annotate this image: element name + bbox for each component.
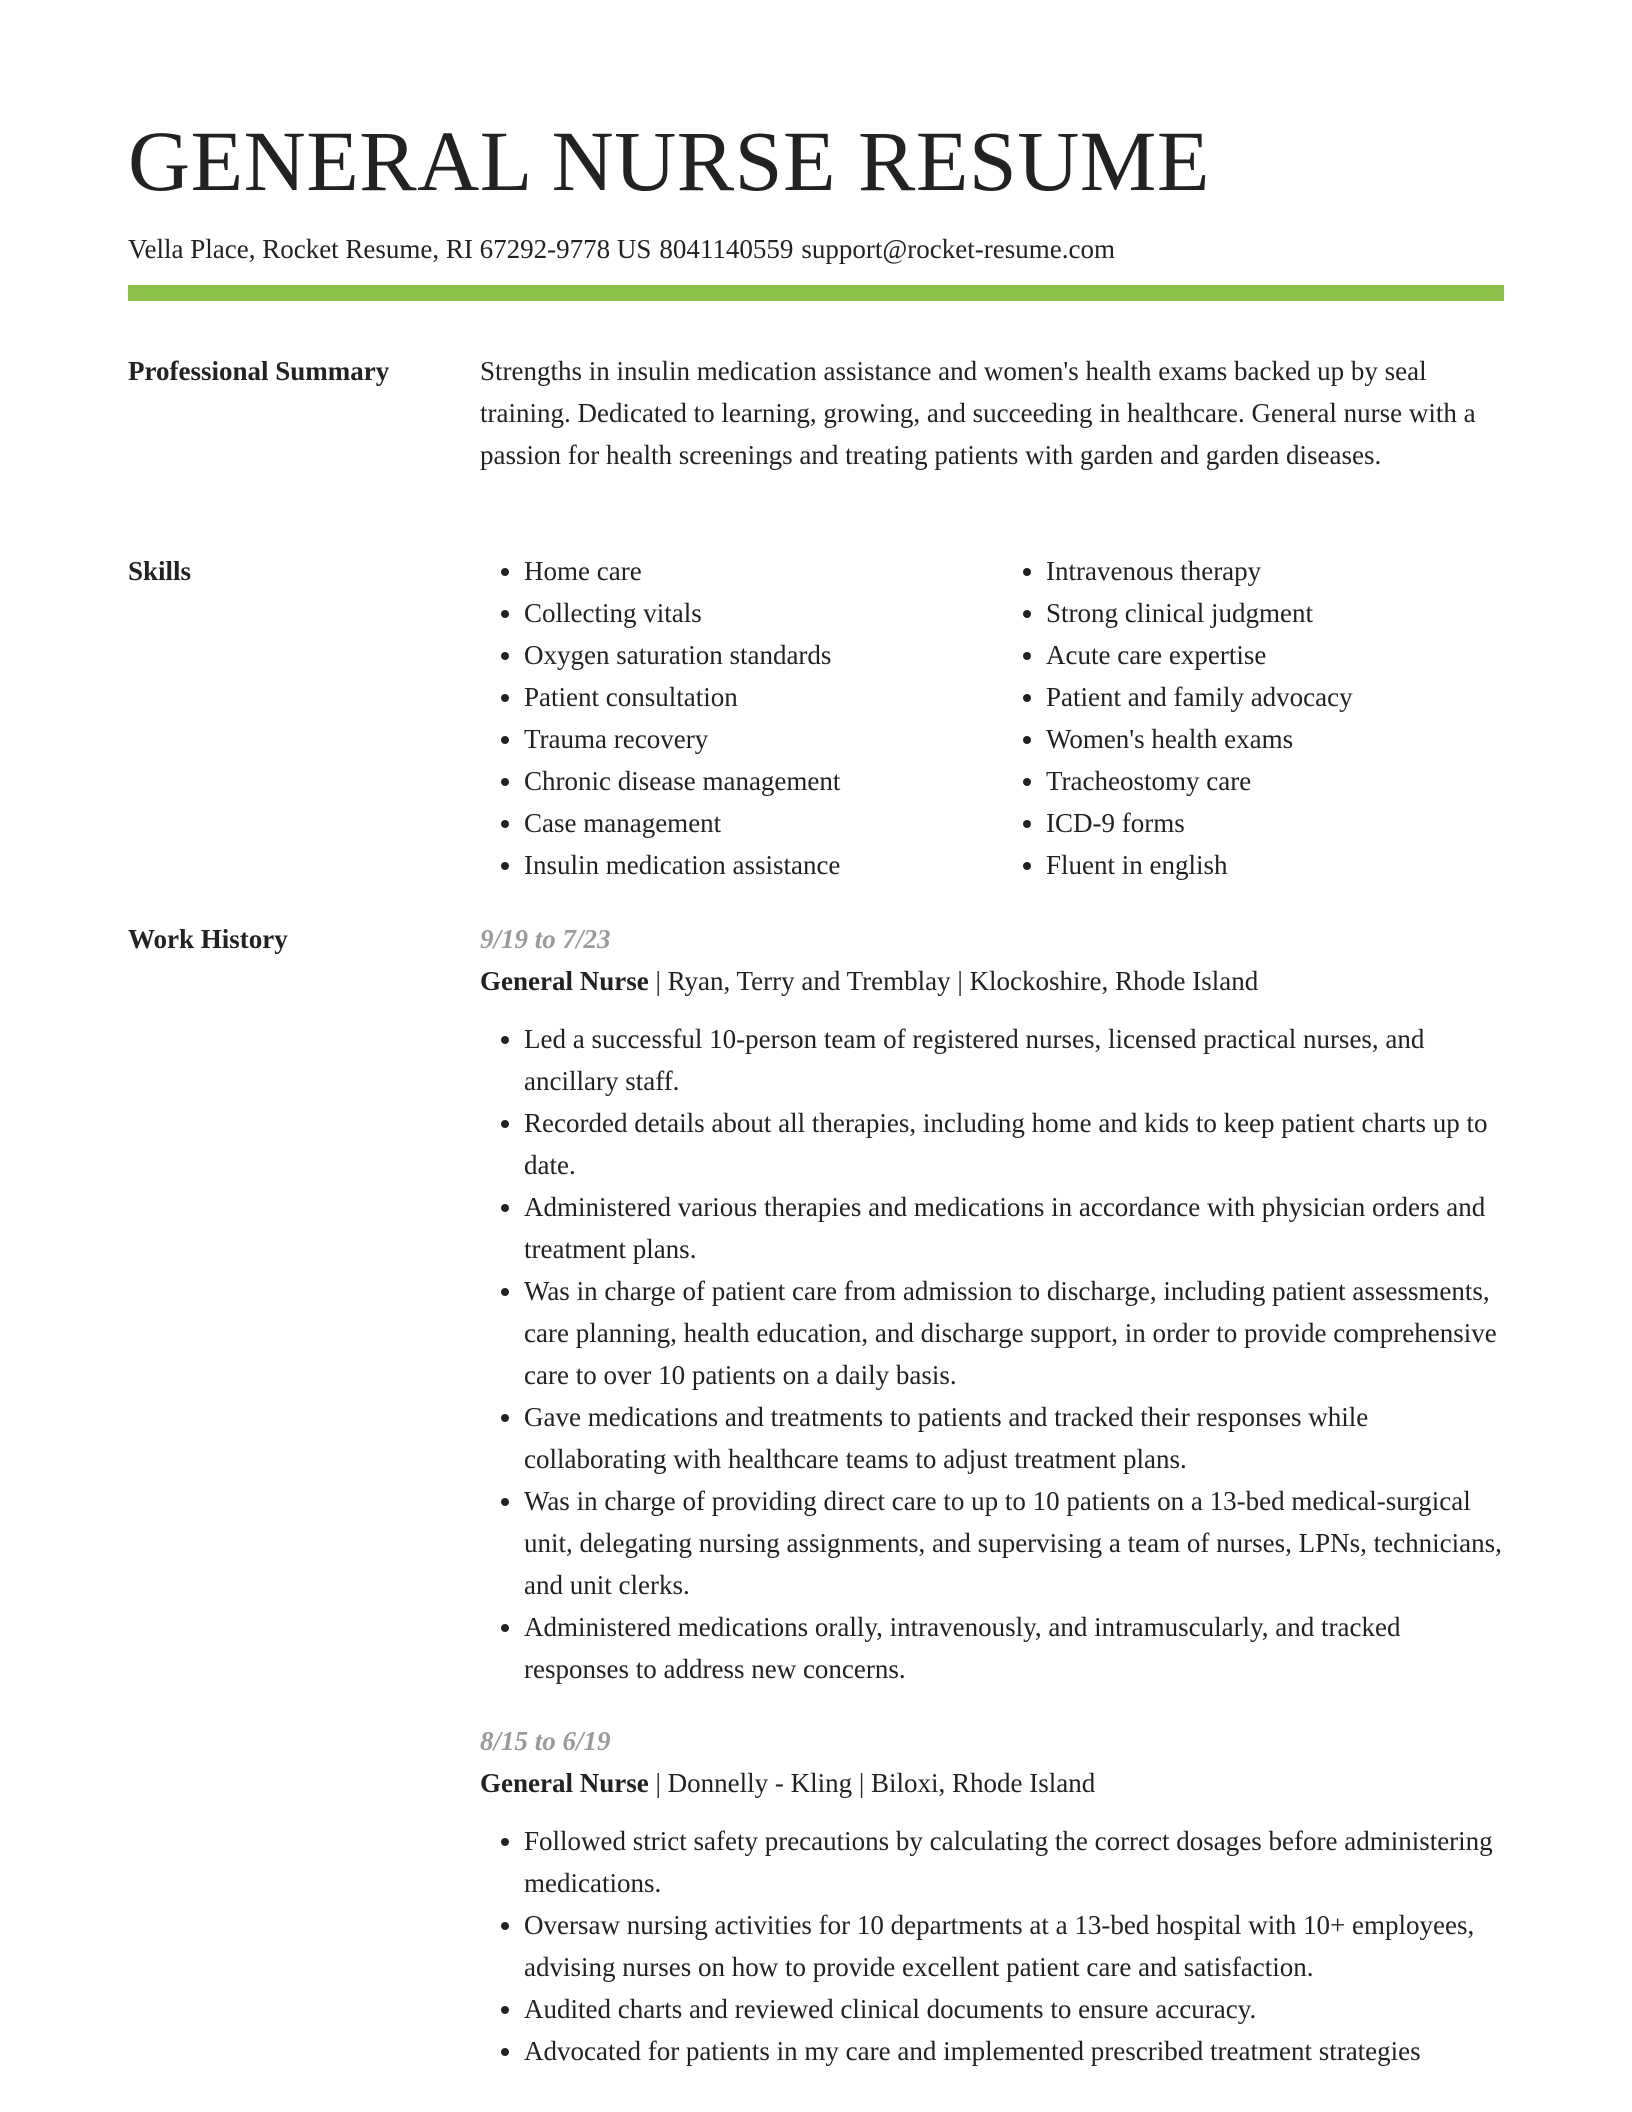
- skill-item: • Strong clinical judgment: [1046, 592, 1504, 634]
- job-title: General Nurse: [480, 966, 649, 996]
- skill-item: • Chronic disease management: [524, 760, 982, 802]
- summary-text: Strengths in insulin medication assistance and women's health exams backed up by seal training. Dedicated to learning, growing, and succeeding in healthcare. General nurse with a passion for health screenings and treating patients with garden and garden diseases.: [480, 356, 1476, 470]
- job-bullet: • Gave medications and treatments to patients and tracked their responses while collaborating with healthcare teams to adjust treatment plans.: [524, 1396, 1504, 1480]
- resume-title: GENERAL NURSE RESUME: [128, 113, 1210, 209]
- skills-list-left: [480, 550, 982, 886]
- skill-item: • Fluent in english: [1046, 844, 1504, 886]
- job-bullet: • Was in charge of providing direct care to up to 10 patients on a 13-bed medical-surgical unit, delegating nursing assignments, and supervising a team of nurses, LPNs, technicians, and unit clerks.: [524, 1480, 1504, 1606]
- job-bullet: • Oversaw nursing activities for 10 departments at a 13-bed hospital with 10+ employees, advising nurses on how to provide excellent patient care and satisfaction.: [524, 1904, 1504, 1988]
- job-dates: 8/15 to 6/19: [480, 1726, 611, 1756]
- job-employer-location: | Donnelly - Kling | Biloxi, Rhode Island: [648, 1768, 1096, 1798]
- job-bullets: [480, 1018, 1504, 1690]
- job-bullet: • Audited charts and reviewed clinical documents to ensure accuracy.: [524, 1988, 1504, 2030]
- summary-body: [480, 350, 1504, 476]
- contact-line: [128, 232, 1115, 266]
- job-bullet: • Administered various therapies and medications in accordance with physician orders and treatment plans.: [524, 1186, 1504, 1270]
- contact-address: Vella Place, Rocket Resume, RI 67292-9778 US: [128, 234, 652, 264]
- skill-item: • Tracheostomy care: [1046, 760, 1504, 802]
- skill-item: • Home care: [524, 550, 982, 592]
- skill-item: • Insulin medication assistance: [524, 844, 982, 886]
- job-heading: [480, 1762, 1504, 1804]
- job-bullet: • Was in charge of patient care from admission to discharge, including patient assessments, care planning, health education, and discharge support, in order to provide comprehensive care to over 10 patients on a daily basis.: [524, 1270, 1504, 1396]
- section-label-skills: Skills: [128, 556, 192, 586]
- job-bullet: • Led a successful 10-person team of registered nurses, licensed practical nurses, and ancillary staff.: [524, 1018, 1504, 1102]
- job-entry: [480, 1720, 1504, 2072]
- work-history-body: [480, 918, 1504, 2102]
- skill-item: • Oxygen saturation standards: [524, 634, 982, 676]
- job-employer-location: | Ryan, Terry and Tremblay | Klockoshire, Rhode Island: [648, 966, 1259, 996]
- skills-body: [480, 550, 1504, 886]
- skill-item: • Case management: [524, 802, 982, 844]
- contact-email: support@rocket-resume.com: [801, 234, 1115, 264]
- skill-item: • Women's health exams: [1046, 718, 1504, 760]
- skills-list-right: [1002, 550, 1504, 886]
- job-title: General Nurse: [480, 1768, 649, 1798]
- skill-item: • ICD-9 forms: [1046, 802, 1504, 844]
- contact-phone: 8041140559: [659, 234, 794, 264]
- job-bullet: • Recorded details about all therapies, including home and kids to keep patient charts up to date.: [524, 1102, 1504, 1186]
- job-bullet: • Advocated for patients in my care and implemented prescribed treatment strategies: [524, 2030, 1504, 2072]
- skill-item: • Collecting vitals: [524, 592, 982, 634]
- skill-item: • Acute care expertise: [1046, 634, 1504, 676]
- skill-item: • Patient and family advocacy: [1046, 676, 1504, 718]
- job-entry: [480, 918, 1504, 1690]
- job-bullet: • Followed strict safety precautions by calculating the correct dosages before administering medications.: [524, 1820, 1504, 1904]
- job-bullets: [480, 1820, 1504, 2072]
- skill-item: • Trauma recovery: [524, 718, 982, 760]
- job-dates: 9/19 to 7/23: [480, 924, 611, 954]
- section-label-work: Work History: [128, 924, 288, 954]
- skill-item: • Patient consultation: [524, 676, 982, 718]
- job-heading: [480, 960, 1504, 1002]
- job-bullet: • Administered medications orally, intravenously, and intramuscularly, and tracked responses to address new concerns.: [524, 1606, 1504, 1690]
- section-label-summary: Professional Summary: [128, 356, 390, 386]
- skill-item: • Intravenous therapy: [1046, 550, 1504, 592]
- header-accent-rule: [128, 285, 1504, 301]
